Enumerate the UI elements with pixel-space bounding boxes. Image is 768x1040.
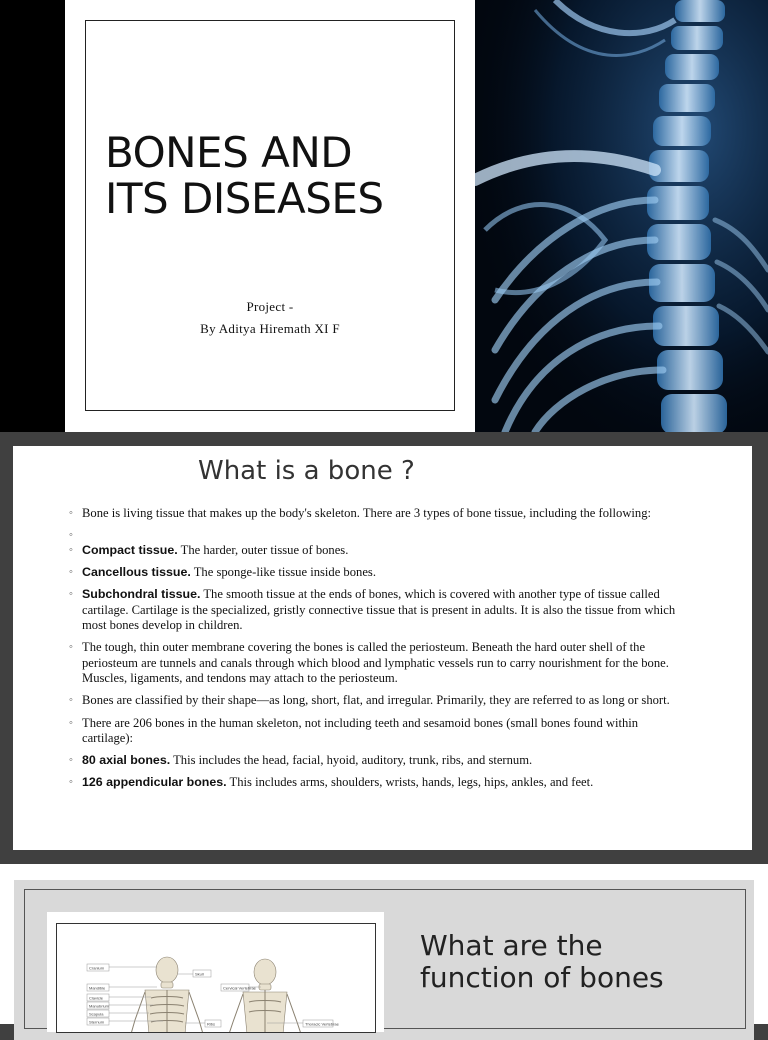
svg-text:Mandible: Mandible — [89, 985, 106, 991]
svg-text:Clavicle: Clavicle — [89, 995, 104, 1001]
list-item: ◦ Bones are classified by their shape—as long, short, flat, and irregular. Primarily, they are referred to as long or short. — [69, 693, 689, 709]
spine-xray-illustration — [475, 0, 768, 432]
left-black-bar — [0, 0, 65, 432]
svg-text:Thoracic Vertebrae: Thoracic Vertebrae — [305, 1021, 339, 1027]
list-item — [69, 528, 689, 543]
list-item: ◦ Bone is living tissue that makes up the body's skeleton. There are 3 types of bone tissue, including the following: — [69, 506, 689, 522]
xray-image — [475, 0, 768, 432]
svg-text:Manubrium: Manubrium — [89, 1003, 110, 1009]
list-item: ◦ There are 206 bones in the human skeleton, not including teeth and sesamoid bones (small bones found within cartilage): — [69, 716, 689, 747]
list-item: ◦ The tough, thin outer membrane covering the bones is called the periosteum. Beneath the hard outer shell of the periosteum are tunnels and canals through which blood and lymphatic vessels run to carry nourishment for the bone. Muscles, ligaments, and tendons may attach to the periosteum. — [69, 640, 689, 687]
svg-text:Skull: Skull — [195, 971, 204, 977]
list-item: ◦ 80 axial bones. This includes the head, facial, hyoid, auditory, trunk, ribs, and sternum. — [69, 753, 689, 769]
subtitle-line-1: Project - — [246, 299, 294, 314]
content-panel — [13, 446, 752, 850]
what-is-bone-slide — [0, 432, 768, 864]
skeleton-card — [47, 912, 384, 1032]
list-item: ◦ 126 appendicular bones. This includes arms, shoulders, wrists, hands, legs, hips, ankles, and feet. — [69, 775, 689, 791]
title-line-1: BONES AND — [105, 128, 353, 177]
skeleton-image — [56, 923, 376, 1033]
svg-text:Cervical Vertebrae: Cervical Vertebrae — [223, 985, 256, 991]
subtitle-line-2: By Aditya Hiremath XI F — [200, 321, 340, 336]
list-item: ◦ Compact tissue. The harder, outer tissue of bones. — [69, 543, 689, 559]
presentation-subtitle — [65, 296, 475, 340]
bullet-list — [69, 506, 689, 797]
title-line-1: What are the — [420, 929, 603, 962]
svg-text:Scapula: Scapula — [89, 1011, 104, 1017]
svg-text:Ribs: Ribs — [207, 1021, 216, 1027]
presentation-title — [105, 130, 445, 222]
title-line-2: function of bones — [420, 961, 664, 994]
svg-text:Sternum: Sternum — [89, 1019, 105, 1025]
title-slide — [0, 0, 768, 432]
slide-title: What is a bone ? — [198, 456, 415, 486]
list-item: ◦ Cancellous tissue. The sponge-like tissue inside bones. — [69, 565, 689, 581]
svg-text:Cranium: Cranium — [89, 965, 105, 971]
skeleton-diagram — [57, 924, 376, 1033]
list-item: ◦ Subchondral tissue. The smooth tissue at the ends of bones, which is covered with another type of tissue called cartilage. Cartilage is the specialized, gristly connective tissue that is present in adults. It is also the tissue from which most bones develop in children. — [69, 587, 689, 634]
title-line-2: ITS DISEASES — [105, 174, 384, 223]
slide-title — [420, 930, 740, 994]
title-panel — [65, 0, 475, 432]
